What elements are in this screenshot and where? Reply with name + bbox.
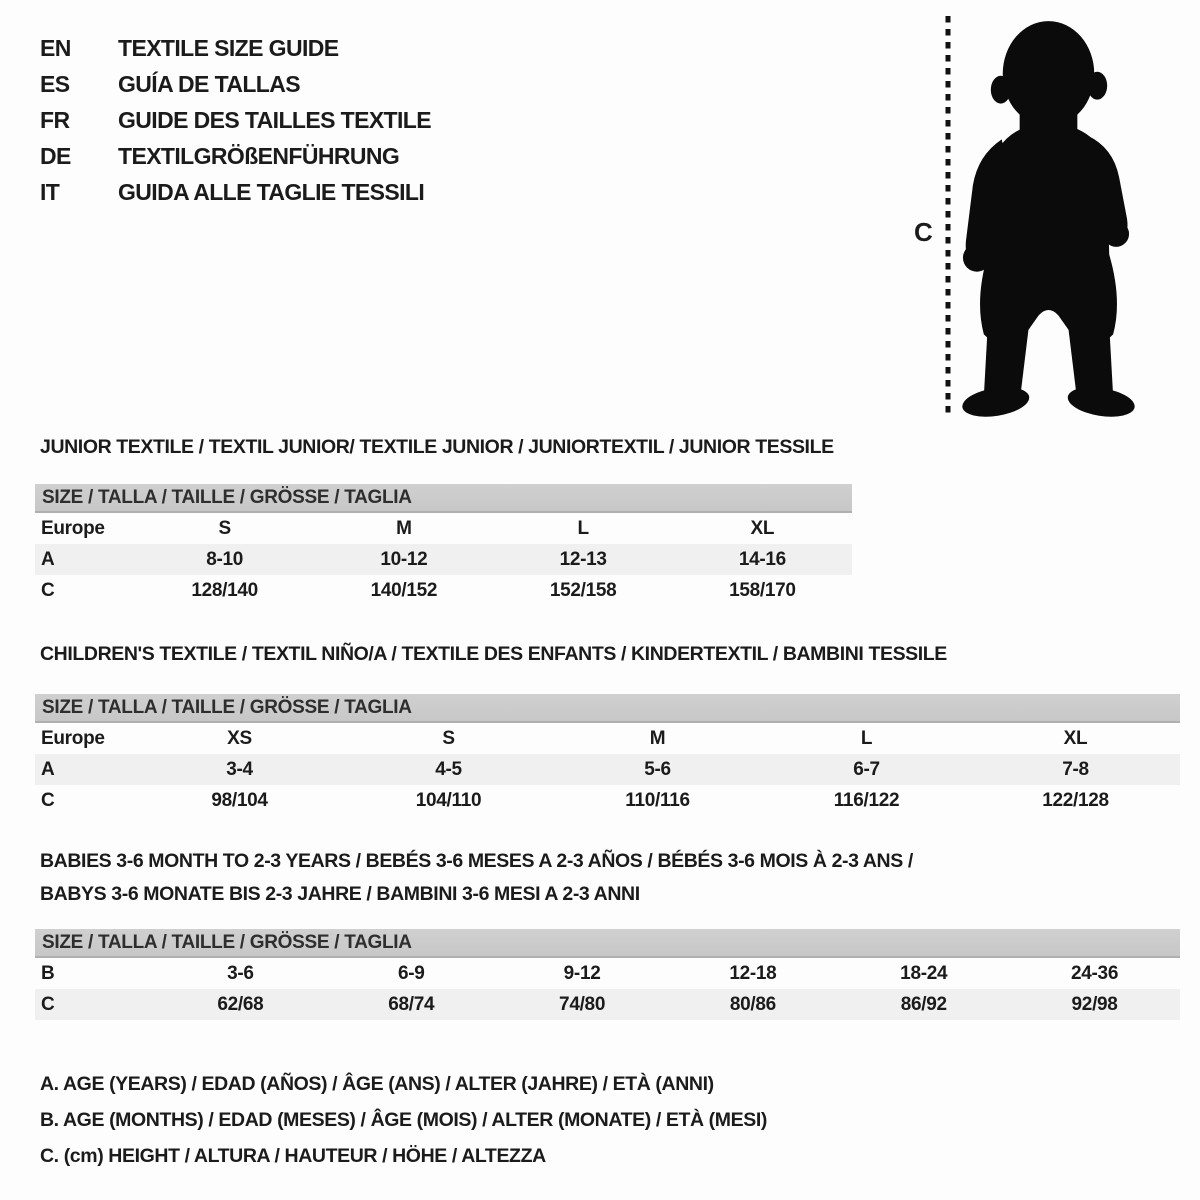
table-row — [35, 575, 852, 606]
size-cell: S — [218, 517, 231, 539]
size-header-bar: SIZE / TALLA / TAILLE / GRÖSSE / TAGLIA — [35, 929, 1180, 958]
language-code: IT — [40, 178, 60, 205]
legend-line-a: A. AGE (YEARS) / EDAD (AÑOS) / ÂGE (ANS) / ALTER (JAHRE) / ETÀ (ANNI) — [40, 1073, 714, 1095]
row-label: C — [41, 789, 55, 811]
row-label: C — [41, 993, 55, 1015]
size-cell: 140/152 — [370, 579, 438, 601]
height-measure-line — [944, 16, 952, 423]
size-cell: 92/98 — [1071, 993, 1118, 1015]
row-label: Europe — [41, 517, 105, 539]
size-header-bar: SIZE / TALLA / TAILLE / GRÖSSE / TAGLIA — [35, 484, 852, 513]
language-code: FR — [40, 106, 70, 133]
language-row-en — [40, 30, 431, 66]
height-marker-label: C — [914, 217, 933, 247]
size-cell: L — [860, 727, 873, 749]
size-table-babies — [35, 929, 1180, 1020]
size-cell: 110/116 — [625, 789, 690, 811]
language-row-it — [40, 174, 431, 210]
size-cell: 9-12 — [563, 962, 601, 984]
toddler-silhouette-icon — [956, 14, 1140, 425]
legend-line-b: B. AGE (MONTHS) / EDAD (MESES) / ÂGE (MOIS) / ALTER (MONATE) / ETÀ (MESI) — [40, 1109, 767, 1131]
size-cell: 158/170 — [729, 579, 796, 601]
size-cell: 6-9 — [397, 962, 425, 984]
size-cell: XL — [750, 517, 775, 539]
language-code: ES — [40, 70, 70, 97]
size-cell: 116/122 — [833, 789, 900, 811]
size-cell: L — [577, 517, 589, 539]
language-row-es — [40, 66, 431, 102]
size-cell: 14-16 — [738, 548, 786, 570]
section-title-junior: JUNIOR TEXTILE / TEXTIL JUNIOR/ TEXTILE JUNIOR / JUNIORTEXTIL / JUNIOR TESSILE — [40, 436, 834, 458]
size-cell: 10-12 — [380, 548, 428, 570]
table-row — [35, 544, 852, 575]
legend-line-c: C. (cm) HEIGHT / ALTURA / HAUTEUR / HÖHE / ALTEZZA — [40, 1145, 546, 1167]
row-label: B — [41, 962, 55, 984]
size-cell: 12-18 — [729, 962, 777, 984]
language-row-fr — [40, 102, 431, 138]
language-title: TEXTILE SIZE GUIDE — [118, 34, 339, 61]
language-title: TEXTILGRÖßENFÜHRUNG — [118, 142, 400, 169]
size-cell: 24-36 — [1071, 962, 1119, 984]
size-cell: 3-6 — [227, 962, 254, 984]
size-cell: 7-8 — [1062, 758, 1089, 780]
row-label: Europe — [41, 727, 105, 749]
language-code: EN — [40, 34, 71, 61]
section-title-children: CHILDREN'S TEXTILE / TEXTIL NIÑO/A / TEXTILE DES ENFANTS / KINDERTEXTIL / BAMBINI TESSILE — [40, 643, 947, 665]
size-cell: M — [649, 727, 666, 749]
size-cell: S — [442, 727, 455, 749]
row-label: A — [41, 548, 55, 570]
size-cell: 122/128 — [1042, 789, 1109, 811]
size-cell: 8-10 — [206, 548, 244, 570]
size-cell: 74/80 — [559, 993, 606, 1015]
size-cell: 6-7 — [853, 758, 880, 780]
size-cell: 18-24 — [900, 962, 948, 984]
size-cell: 86/92 — [900, 993, 947, 1015]
size-cell: 12-13 — [559, 548, 607, 570]
section-title-line2: BABYS 3-6 MONATE BIS 2-3 JAHRE / BAMBINI 3-6 MESI A 2-3 ANNI — [40, 883, 640, 905]
size-table-children — [35, 694, 1180, 816]
size-header-bar: SIZE / TALLA / TAILLE / GRÖSSE / TAGLIA — [35, 694, 1180, 723]
size-cell: 128/140 — [191, 579, 258, 601]
size-table-junior — [35, 484, 852, 606]
size-cell: 4-5 — [435, 758, 462, 780]
size-cell: 80/86 — [729, 993, 776, 1015]
table-row — [35, 754, 1180, 785]
language-code: DE — [40, 142, 71, 169]
size-cell: 104/110 — [415, 789, 482, 811]
size-cell: 62/68 — [217, 993, 264, 1015]
table-row — [35, 785, 1180, 816]
language-row-de — [40, 138, 431, 174]
language-title: GUÍA DE TALLAS — [118, 70, 300, 97]
language-header — [40, 30, 431, 210]
measurement-legend — [40, 1066, 767, 1174]
table-row — [35, 958, 1180, 989]
section-title-babies — [40, 845, 913, 911]
size-cell: 98/104 — [211, 789, 268, 811]
row-label: C — [41, 579, 55, 601]
language-title: GUIDA ALLE TAGLIE TESSILI — [118, 178, 425, 205]
table-row — [35, 989, 1180, 1020]
size-cell: M — [396, 517, 412, 539]
size-cell: 152/158 — [549, 579, 617, 601]
language-title: GUIDE DES TAILLES TEXTILE — [118, 106, 431, 133]
size-cell: XL — [1063, 727, 1088, 749]
table-row — [35, 513, 852, 544]
section-title-line1: BABIES 3-6 MONTH TO 2-3 YEARS / BEBÉS 3-6 MESES A 2-3 AÑOS / BÉBÉS 3-6 MOIS À 2-3 ANS / — [40, 850, 913, 872]
table-row — [35, 723, 1180, 754]
size-cell: 68/74 — [388, 993, 435, 1015]
size-cell: XS — [227, 727, 252, 749]
size-cell: 3-4 — [226, 758, 253, 780]
size-cell: 5-6 — [644, 758, 671, 780]
row-label: A — [41, 758, 55, 780]
